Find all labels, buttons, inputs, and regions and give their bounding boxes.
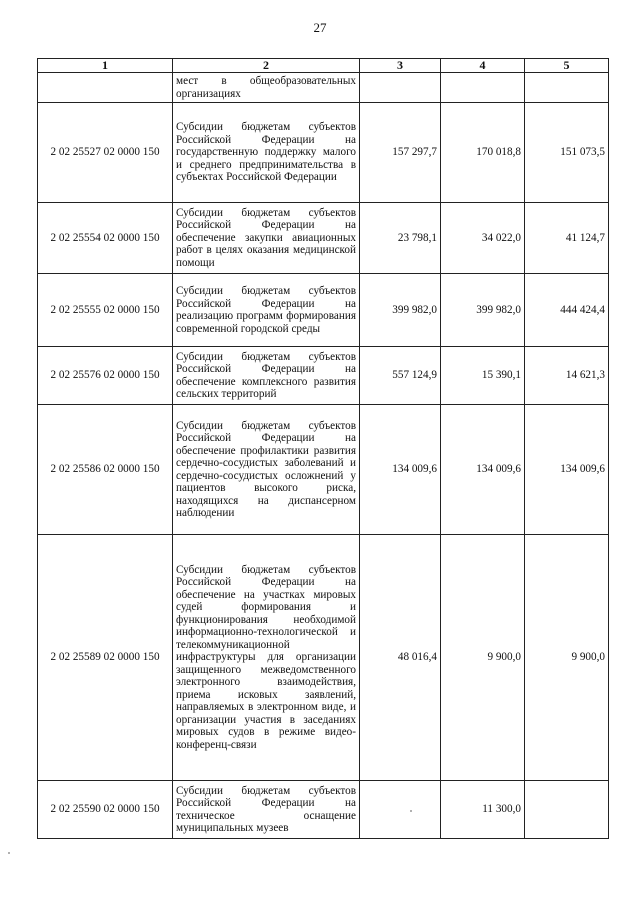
value-cell: 23 798,1 <box>360 203 441 274</box>
value-cell: 157 297,7 <box>360 103 441 203</box>
table-row <box>38 73 609 103</box>
table-row <box>38 405 609 535</box>
table-row <box>38 274 609 347</box>
description-cell: Субсидии бюджетам субъектов Российской Федерации на обеспечение закупки авиационных работ в целях оказания медицинской помощи <box>173 203 360 274</box>
column-header: 2 <box>173 59 360 73</box>
table-row <box>38 203 609 274</box>
page-number: 27 <box>313 20 327 35</box>
table-row <box>38 535 609 781</box>
code-cell: 2 02 25527 02 0000 150 <box>38 103 173 203</box>
description-cell: Субсидии бюджетам субъектов Российской Федерации на обеспечение профилактики развития сердечно-сосудистых заболеваний и сердечно-сосудистых осложнений у пациентов высокого риска, находящихся на диспансерном наблюдении <box>173 405 360 535</box>
code-cell: 2 02 25590 02 0000 150 <box>38 781 173 839</box>
table-header-row <box>38 59 609 73</box>
value-cell <box>441 73 525 103</box>
value-cell <box>360 73 441 103</box>
value-cell: 444 424,4 <box>525 274 609 347</box>
description-cell: Субсидии бюджетам субъектов Российской Федерации на государственную поддержку малого и среднего предпринимательства в субъектах Российской Федерации <box>173 103 360 203</box>
column-header: 5 <box>525 59 609 73</box>
value-cell: 134 009,6 <box>525 405 609 535</box>
value-cell: 134 009,6 <box>441 405 525 535</box>
code-cell: 2 02 25589 02 0000 150 <box>38 535 173 781</box>
description-cell: Субсидии бюджетам субъектов Российской Федерации на обеспечение на участках мировых судей формирования и функционирования необходимой информационно-технологической и телекоммуникационной инфраструктуры для организации защищенного межведомственного электронного взаимодействия, приема исковых заявлений, направляемых в электронном виде, и организации участия в заседаниях мировых судов в режиме видео-конференц-связи <box>173 535 360 781</box>
value-cell: 34 022,0 <box>441 203 525 274</box>
column-header: 4 <box>441 59 525 73</box>
value-cell <box>360 781 441 839</box>
description-cell: Субсидии бюджетам субъектов Российской Федерации на обеспечение комплексного развития сельских территорий <box>173 347 360 405</box>
code-cell <box>38 73 173 103</box>
scan-speck <box>8 852 10 854</box>
value-cell: 41 124,7 <box>525 203 609 274</box>
value-cell: 9 900,0 <box>441 535 525 781</box>
table-row <box>38 347 609 405</box>
code-cell: 2 02 25576 02 0000 150 <box>38 347 173 405</box>
table-row <box>38 103 609 203</box>
value-cell: 399 982,0 <box>441 274 525 347</box>
value-cell: 557 124,9 <box>360 347 441 405</box>
scan-speck <box>410 810 412 812</box>
value-cell <box>525 781 609 839</box>
code-cell: 2 02 25554 02 0000 150 <box>38 203 173 274</box>
code-cell: 2 02 25586 02 0000 150 <box>38 405 173 535</box>
description-cell: Субсидии бюджетам субъектов Российской Федерации на техническое оснащение муниципальных музеев <box>173 781 360 839</box>
value-cell: 399 982,0 <box>360 274 441 347</box>
value-cell: 170 018,8 <box>441 103 525 203</box>
description-cell: Субсидии бюджетам субъектов Российской Федерации на реализацию программ формирования современной городской среды <box>173 274 360 347</box>
value-cell: 9 900,0 <box>525 535 609 781</box>
value-cell: 14 621,3 <box>525 347 609 405</box>
value-cell: 151 073,5 <box>525 103 609 203</box>
value-cell: 11 300,0 <box>441 781 525 839</box>
description-cell: мест в общеобразовательных организациях <box>173 73 360 103</box>
value-cell: 48 016,4 <box>360 535 441 781</box>
column-header: 3 <box>360 59 441 73</box>
budget-table <box>37 58 609 839</box>
value-cell: 134 009,6 <box>360 405 441 535</box>
column-header: 1 <box>38 59 173 73</box>
table-row <box>38 781 609 839</box>
value-cell: 15 390,1 <box>441 347 525 405</box>
value-cell <box>525 73 609 103</box>
code-cell: 2 02 25555 02 0000 150 <box>38 274 173 347</box>
